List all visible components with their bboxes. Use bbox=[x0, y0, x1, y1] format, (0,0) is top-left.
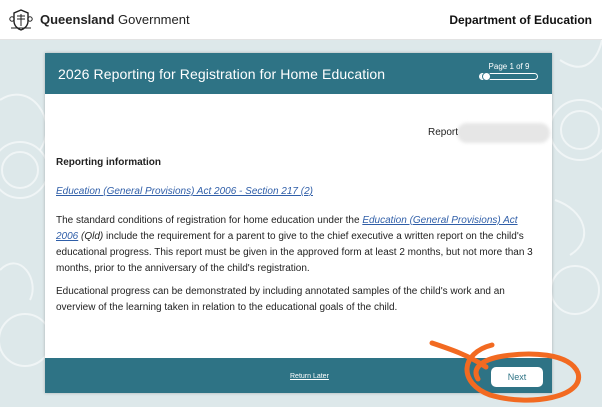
brand[interactable] bbox=[8, 7, 190, 33]
return-later-link[interactable]: Return Later bbox=[290, 373, 329, 380]
form-header bbox=[45, 53, 552, 94]
redacted-name bbox=[457, 123, 550, 143]
brand-name: Queensland bbox=[40, 12, 115, 27]
page-indicator: Page 1 of 9 bbox=[488, 62, 530, 71]
act-inline-link[interactable]: Education (General Provisions) Act 2006 bbox=[56, 215, 518, 242]
brand-suffix: Government bbox=[118, 12, 190, 27]
progress-knob bbox=[482, 72, 491, 81]
department-name: Department of Education bbox=[449, 12, 592, 27]
form-footer bbox=[45, 358, 552, 393]
next-button[interactable]: Next bbox=[491, 367, 543, 387]
act-section-link[interactable]: Education (General Provisions) Act 2006 - Section 217 (2) bbox=[56, 186, 313, 197]
paragraph-conditions: The standard conditions of registration for home education under the Education (General Provisions) Act 2006 (Qld) include the requirement for a parent to give to the chief executive a written report on the child's educational progress. This report must be given in the approved form at least 2 months, but not more than 3 months, prior to the anniversary of the child's registration. bbox=[56, 215, 533, 274]
report-label: Report bbox=[428, 127, 459, 138]
queensland-crest-icon bbox=[8, 7, 34, 33]
site-header bbox=[0, 0, 602, 40]
progress-bar bbox=[479, 73, 538, 80]
form-card bbox=[45, 53, 552, 393]
paragraph-progress: Educational progress can be demonstrated by including annotated samples of the child's work and an overview of the learning taken in relation to the educational goals of the child. bbox=[56, 286, 505, 313]
form-title: 2026 Reporting for Registration for Home Education bbox=[58, 66, 386, 82]
section-title: Reporting information bbox=[56, 157, 161, 168]
